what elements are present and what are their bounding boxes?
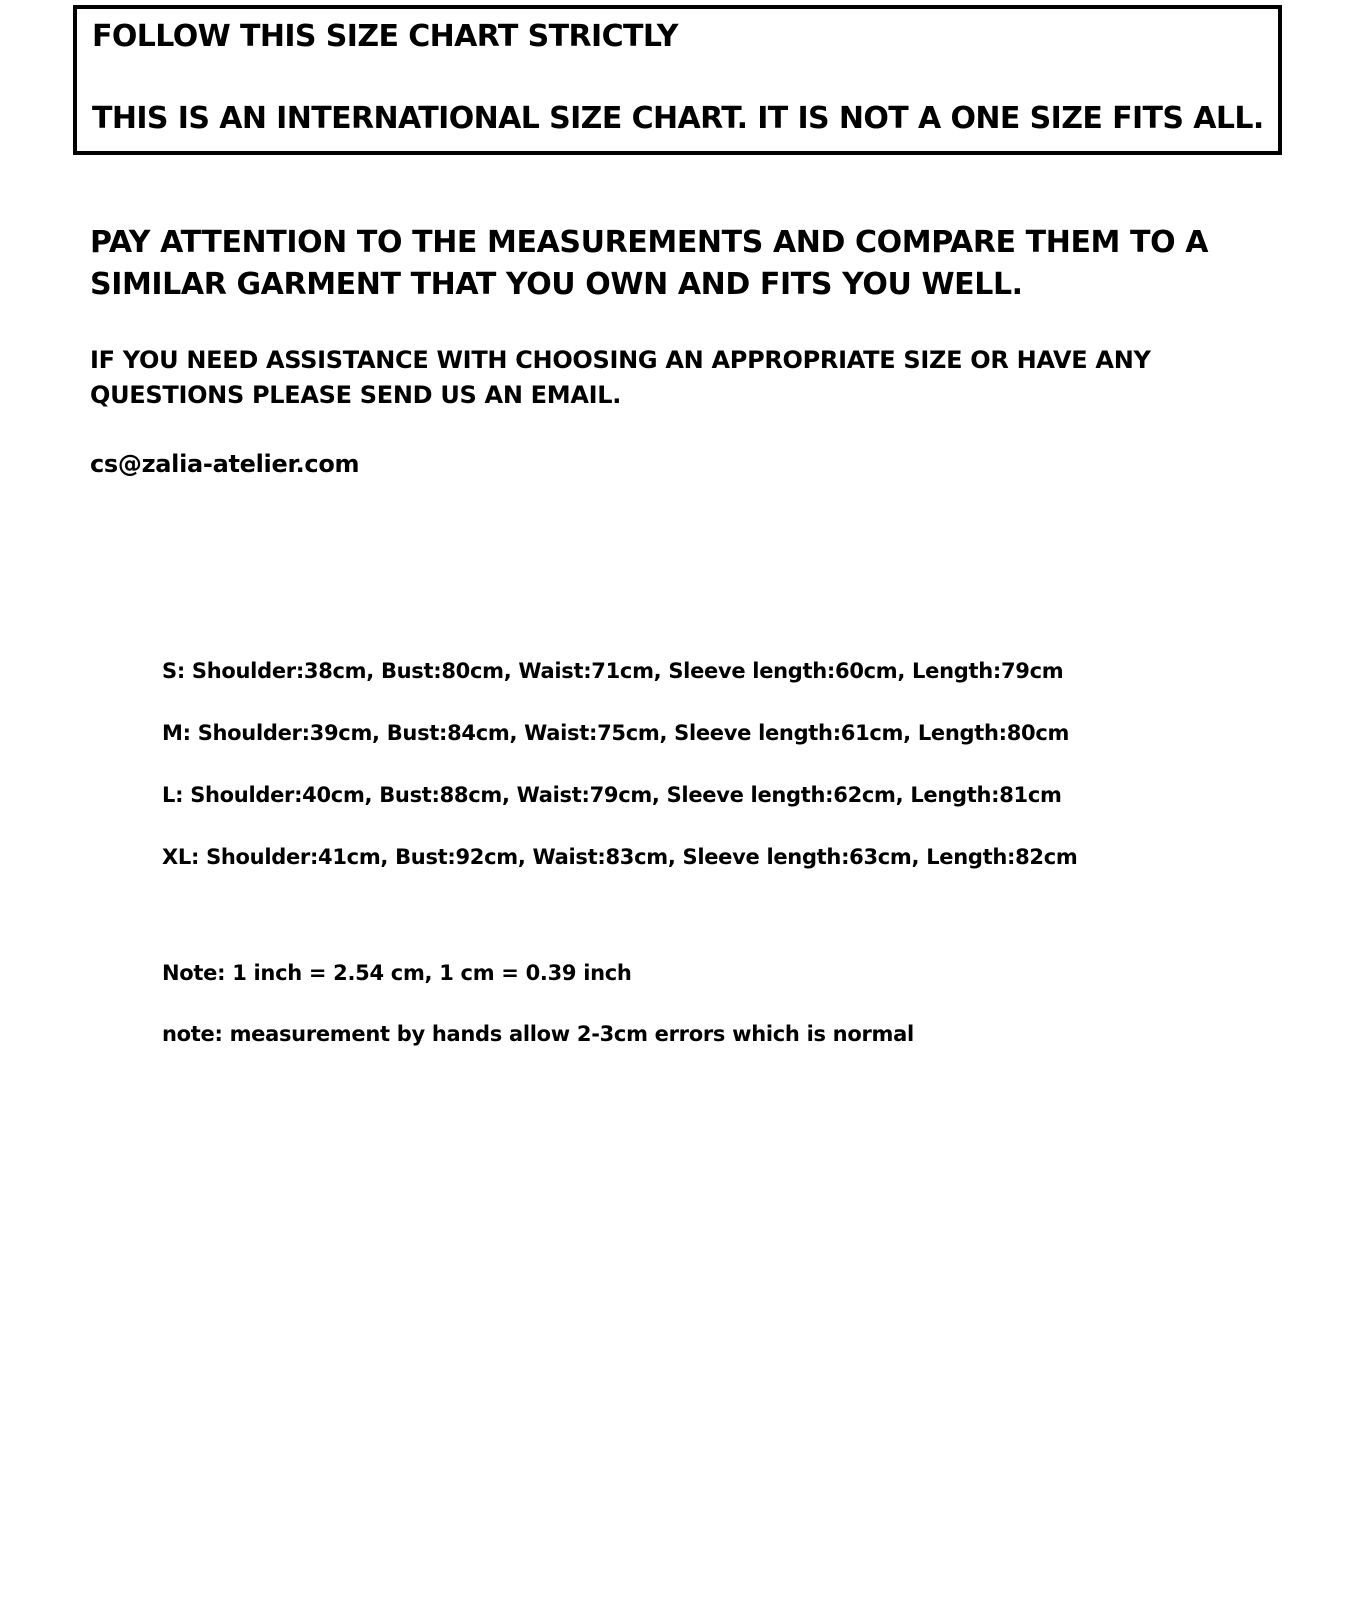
size-row-l: L: Shoulder:40cm, Bust:88cm, Waist:79cm, Sleeve length:62cm, Length:81cm xyxy=(162,783,1062,807)
note-measurement-error: note: measurement by hands allow 2-3cm errors which is normal xyxy=(162,1022,914,1046)
attention-paragraph: PAY ATTENTION TO THE MEASUREMENTS AND COMPARE THEM TO A SIMILAR GARMENT THAT YOU OWN AND FITS YOU WELL. xyxy=(90,225,1209,302)
size-row-m: M: Shoulder:39cm, Bust:84cm, Waist:75cm, Sleeve length:61cm, Length:80cm xyxy=(162,721,1070,745)
size-list xyxy=(162,656,1077,904)
notice-box xyxy=(73,5,1282,155)
contact-email: cs@zalia-atelier.com xyxy=(90,450,360,478)
assistance-paragraph: IF YOU NEED ASSISTANCE WITH CHOOSING AN APPROPRIATE SIZE OR HAVE ANY QUESTIONS PLEASE SEND US AN EMAIL. xyxy=(90,346,1151,409)
size-row-s: S: Shoulder:38cm, Bust:80cm, Waist:71cm, Sleeve length:60cm, Length:79cm xyxy=(162,659,1064,683)
size-row-xl: XL: Shoulder:41cm, Bust:92cm, Waist:83cm, Sleeve length:63cm, Length:82cm xyxy=(162,845,1078,869)
note-conversion: Note: 1 inch = 2.54 cm, 1 cm = 0.39 inch xyxy=(162,961,632,985)
notice-subheading: THIS IS AN INTERNATIONAL SIZE CHART. IT IS NOT A ONE SIZE FITS ALL. xyxy=(92,101,1264,136)
notes-list xyxy=(162,958,914,1080)
notice-heading: FOLLOW THIS SIZE CHART STRICTLY xyxy=(92,19,678,54)
